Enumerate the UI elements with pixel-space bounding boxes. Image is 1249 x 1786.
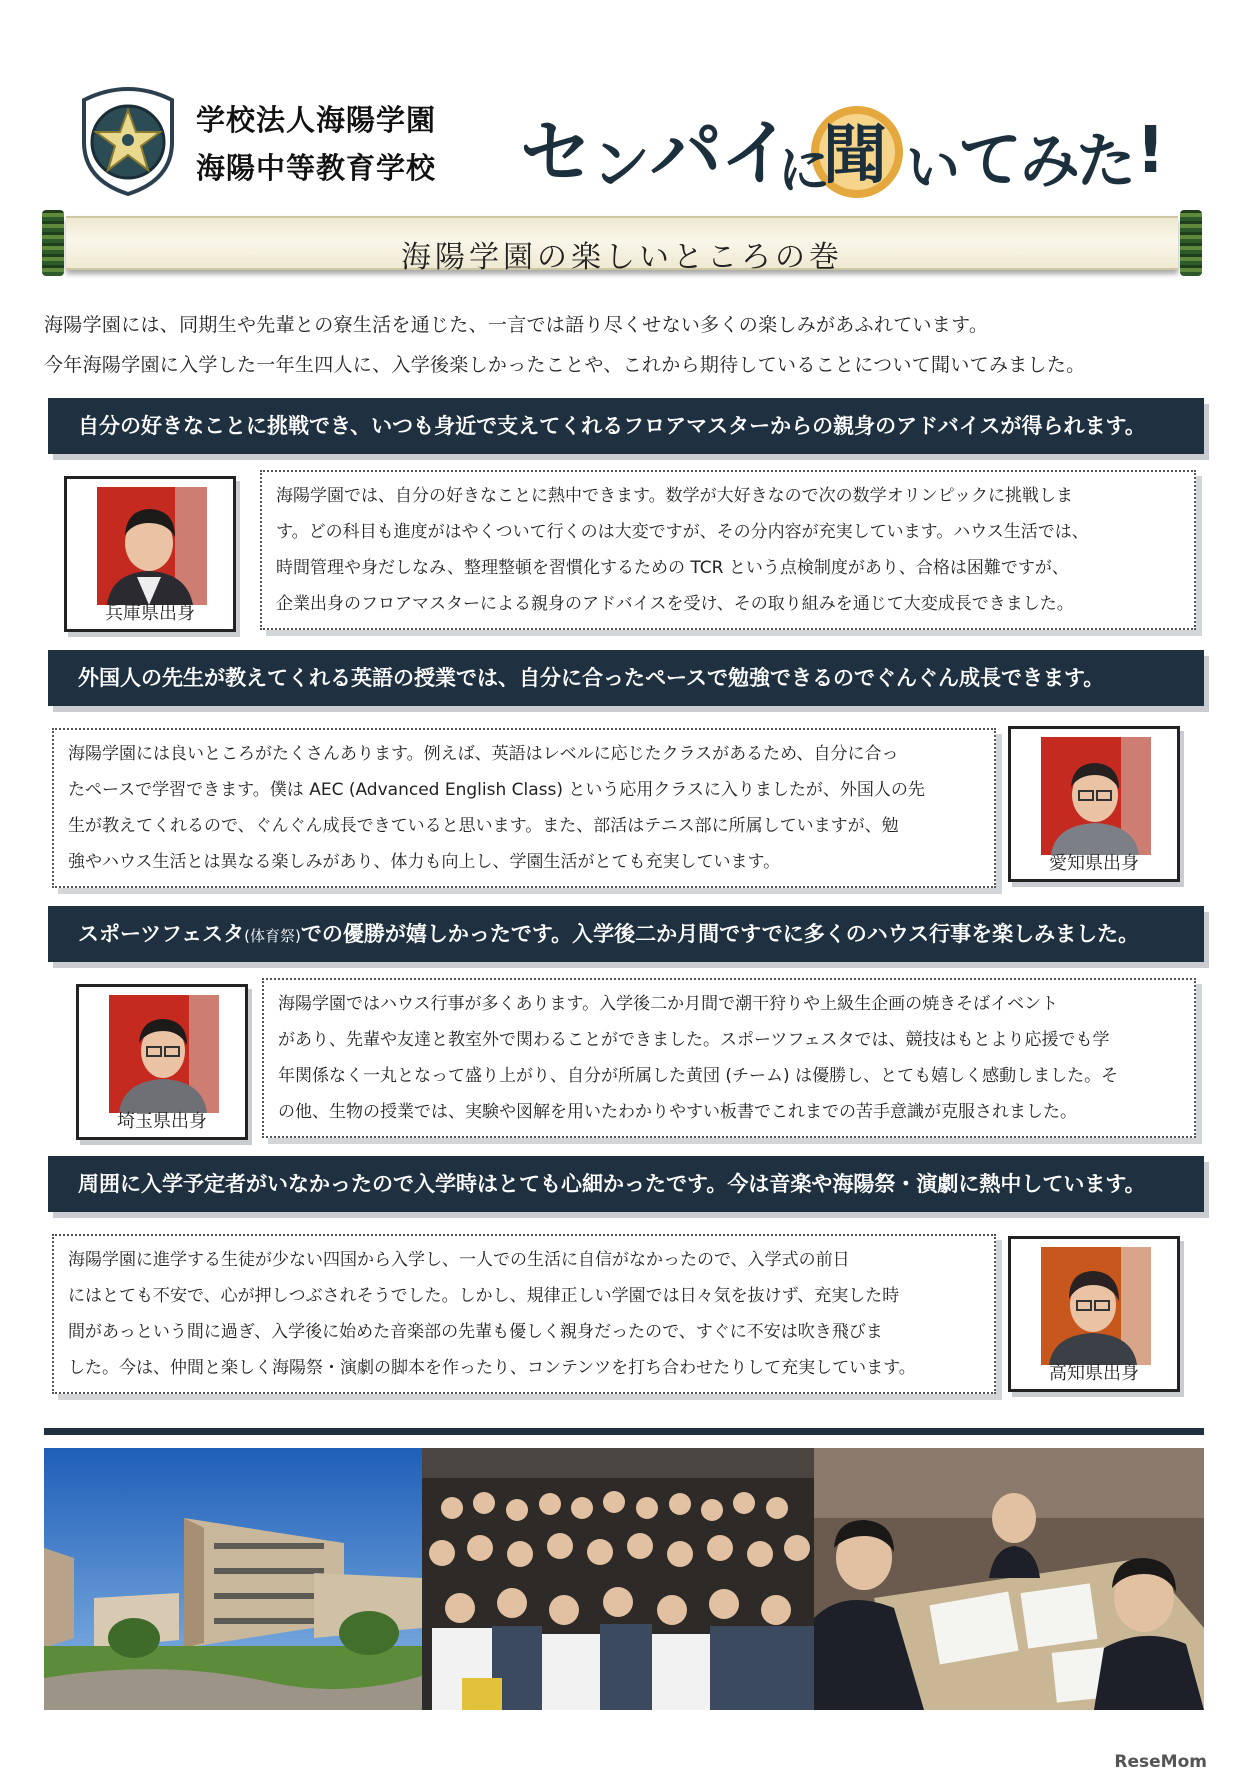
portrait-card (1008, 726, 1180, 882)
students-group-photo (422, 1448, 814, 1710)
headline-part: スポーツフェスタ (78, 922, 245, 946)
interview-text-line: 間があっという間に過ぎ、入学後に始めた音楽部の先輩も優しく親身だったので、すぐに不安は吹き飛びま (68, 1322, 883, 1342)
student-origin: 愛知県出身 (1049, 853, 1139, 874)
headline-char: イ (720, 111, 793, 195)
portrait-card (1008, 1236, 1180, 1392)
resemom-logo: ReseMom (1114, 1752, 1207, 1772)
headline-char: に (778, 141, 831, 201)
student-photo (1041, 737, 1151, 855)
headline-char: セ (520, 111, 593, 195)
page-headline (520, 92, 1180, 202)
school-name: 海陽中等教育学校 (196, 151, 437, 185)
interview-headline: 周囲に入学予定者がいなかったので入学時はとても心細かったです。今は音楽や海陽祭・演劇に熱中しています。 (48, 1156, 1204, 1212)
headline-char: ! (1136, 114, 1166, 188)
interview-text-line: 海陽学園ではハウス行事が多くあります。入学後二か月間で潮干狩りや上級生企画の焼きそばイベント (278, 994, 1059, 1014)
interview-headline: 自分の好きなことに挑戦でき、いつも身近で支えてくれるフロアマスターからの親身のアドバイスが得られます。 (48, 398, 1204, 454)
student-origin: 埼玉県出身 (117, 1111, 207, 1132)
scroll-paper (66, 216, 1178, 275)
student-photo (109, 995, 219, 1113)
scroll-roll-left-icon (42, 210, 64, 276)
interview-text-line: す。どの科目も進度がはやくついて行くのは大変ですが、その分内容が充実しています。ハウス生活では、 (276, 522, 1089, 542)
campus-building-photo (44, 1448, 422, 1710)
interview-text-box (52, 1234, 996, 1394)
scroll-banner (38, 210, 1206, 276)
headline-part: での優勝が嬉しかったです。入学後二か月間ですでに多くのハウス行事を楽しみました。 (300, 922, 1140, 946)
student-origin: 兵庫県出身 (105, 603, 195, 624)
intro-line: 海陽学園には、同期生や先輩との寮生活を通じた、一言では語り尽くせない多くの楽しみがあふれています。 (44, 314, 989, 336)
headline-char: み (1020, 127, 1080, 197)
interview-text-line: 企業出身のフロアマスターによる親身のアドバイスを受け、その取り組みを通じて大変成長できました。 (276, 594, 1074, 614)
interview-text-box (262, 978, 1196, 1138)
headline-char: た (1076, 127, 1136, 197)
interview-text-line: たペースで学習できます。僕は AEC (Advanced English Class) という応用クラスに入りましたが、外国人の先 (68, 780, 925, 800)
interview-headline (48, 906, 1204, 962)
portrait-card (76, 984, 248, 1140)
interview-text-line: した。今は、仲間と楽しく海陽祭・演劇の脚本を作ったり、コンテンツを打ち合わせたりして充実しています。 (68, 1358, 916, 1378)
interview-text-box (260, 470, 1196, 630)
headline-char: い (906, 136, 960, 199)
portrait-card (64, 476, 236, 632)
scroll-roll-right-icon (1180, 210, 1202, 276)
interview-text-line: にはとても不安で、心が押しつぶされそうでした。しかし、規律正しい学園では日々気を抜けず、充実した時 (68, 1286, 900, 1306)
interview-text-line: 生が教えてくれるので、ぐんぐん成長できていると思います。また、部活はテニス部に所属していますが、勉 (68, 816, 899, 836)
section-divider (44, 1428, 1204, 1435)
interview-text-line: 時間管理や身だしなみ、整理整頓を習慣化するための TCR という点検制度があり、合格は困難ですが、 (276, 558, 1069, 578)
headline-char: パ (650, 111, 723, 195)
school-corp-name: 学校法人海陽学園 (196, 103, 437, 137)
interview-text-box (52, 728, 996, 888)
interview-text-line: の他、生物の授業では、実験や図解を用いたわかりやすい板書でこれまでの苦手意識が克服されました。 (278, 1102, 1077, 1122)
interview-text-line: 海陽学園では、自分の好きなことに熱中できます。数学が大好きなので次の数学オリンピックに挑戦しま (276, 486, 1073, 506)
interview-text-line: 海陽学園に進学する生徒が少ない四国から入学し、一人での生活に自信がなかったので、入学式の前日 (68, 1250, 850, 1270)
student-origin: 高知県出身 (1049, 1363, 1139, 1384)
school-emblem (76, 80, 180, 196)
interview-headline: 外国人の先生が教えてくれる英語の授業では、自分に合ったペースで勉強できるのでぐんぐん成長できます。 (48, 650, 1204, 706)
headline-note: (体育祭) (244, 927, 301, 945)
interview-text-line: 強やハウス生活とは異なる楽しみがあり、体力も向上し、学園生活がとても充実しています。 (68, 852, 781, 872)
classroom-photo (814, 1448, 1204, 1710)
intro-line: 今年海陽学園に入学した一年生四人に、入学後楽しかったことや、これから期待していることについて聞いてみました。 (44, 354, 1086, 376)
interview-text-line: 年関係なく一丸となって盛り上がり、自分が所属した黄団 (チーム) は優勝し、とても嬉しく感動しました。そ (278, 1066, 1119, 1086)
headline-char: ン (592, 130, 651, 198)
student-photo (1041, 1247, 1151, 1365)
interview-text-line: 海陽学園には良いところがたくさんあります。例えば、英語はレベルに応じたクラスがあるため、自分に合っ (68, 744, 899, 764)
star-emblem-icon (76, 80, 180, 196)
headline-char: 聞 (823, 119, 887, 193)
student-photo (97, 487, 207, 605)
banner-title: 海陽学園の楽しいところの巻 (401, 240, 843, 275)
headline-char: て (958, 124, 1022, 198)
interview-text-line: があり、先輩や友達と教室外で関わることができました。スポーツフェスタでは、競技はもとより応援でも学 (278, 1030, 1110, 1050)
